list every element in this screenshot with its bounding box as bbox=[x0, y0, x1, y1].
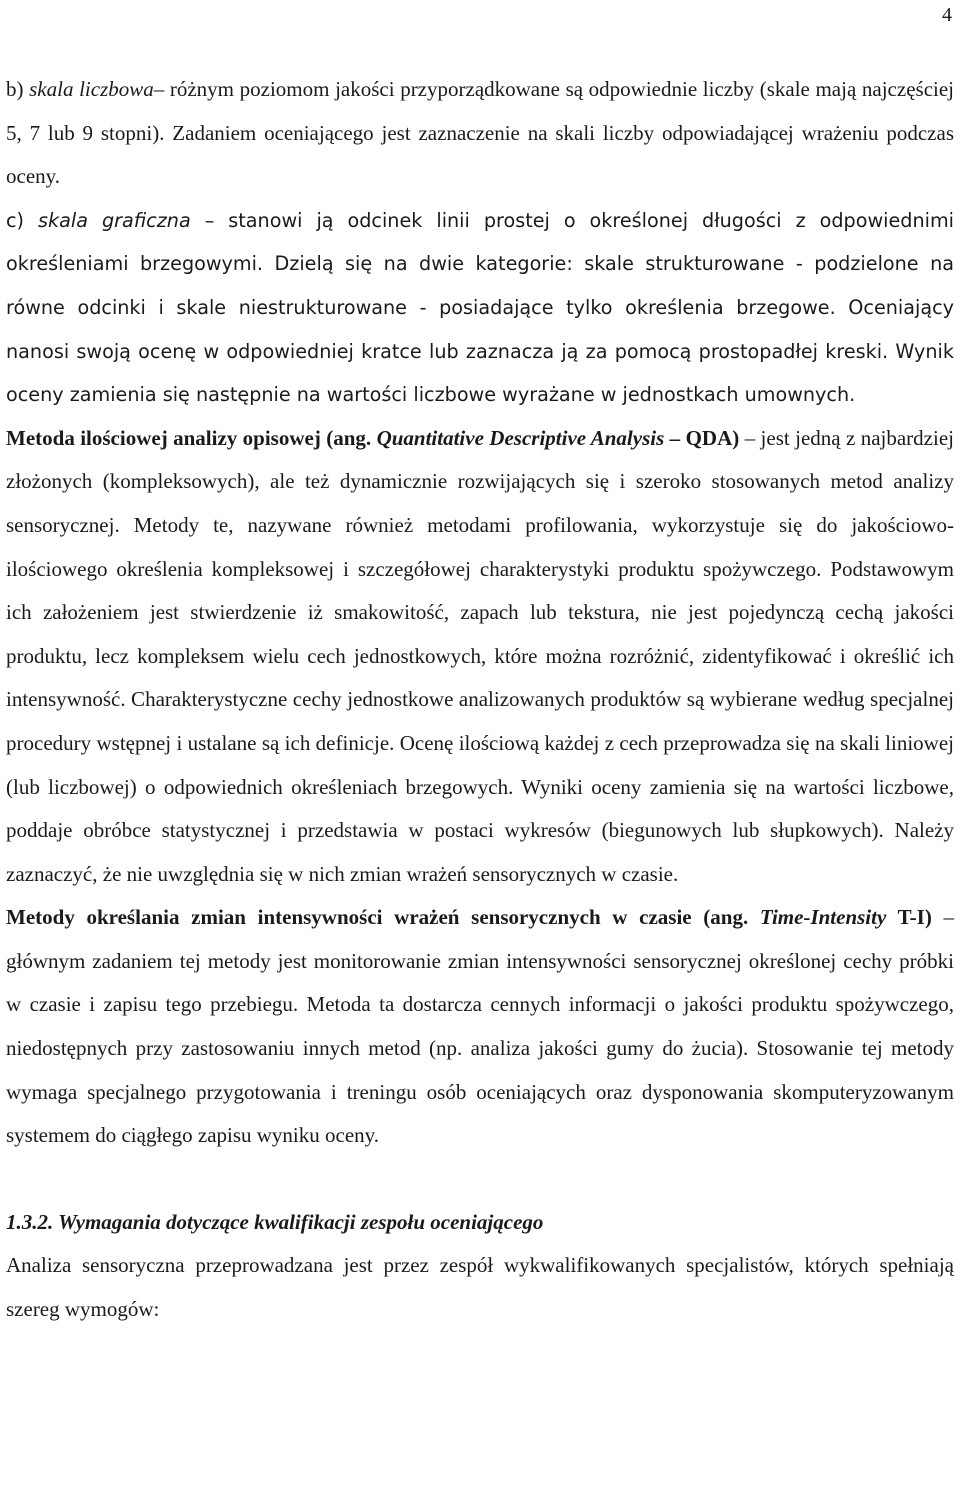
paragraph-section-intro: Analiza sensoryczna przeprowadzana jest przez zespół wykwalifikowanych specjalistów, których spełniają szereg wymogów: bbox=[6, 1253, 954, 1322]
section-number: 1.3.2. bbox=[6, 1209, 54, 1234]
ti-heading bbox=[6, 905, 932, 929]
qda-heading bbox=[6, 426, 739, 450]
ti-heading-italic: Time-Intensity bbox=[759, 905, 887, 930]
paragraph-time-intensity bbox=[6, 896, 954, 1158]
ti-heading-abbr: T-I) bbox=[886, 905, 932, 930]
section-heading bbox=[6, 1201, 954, 1245]
section-title: Wymagania dotyczące kwalifikacji zespołu oceniającego bbox=[53, 1209, 544, 1234]
qda-text: – jest jedną z najbardziej złożonych (kompleksowych), ale też dynamicznie rozwijających się i szeroko stosowanych metod analizy sensorycznej. Metody te, nazywane również metodami profilowania, wykorzystuje się do jakościowo-ilościowego określenia kompleksowej i szczegółowej charakterystyki produktu spożywczego. Podstawowym ich założeniem jest stwierdzenie iż smakowitość, zapach lub tekstura, nie jest pojedynczą cechą jakości produktu, lecz kompleksem wielu cech jednostkowych, które można rozróżnić, zidentyfikować i określić ich intensywność. Charakterystyczne cechy jednostkowe analizowanych produktów są wybierane według specjalnej procedury wstępnej i ustalane są ich definicje. Ocenę ilościową każdej z cech przeprowadza się na skali liniowej (lub liczbowej) o odpowiednich określeniach brzegowych. Wyniki oceny zamienia się na wartości liczbowe, poddaje obróbce statystycznej i przedstawia w postaci wykresów (biegunowych lub słupkowych). Należy zaznaczyć, że nie uwzględnia się w nich zmian wrażeń sensorycznych w czasie. bbox=[6, 425, 954, 886]
paragraph-qda bbox=[6, 417, 954, 897]
list-label-b: b) bbox=[6, 77, 30, 101]
section-spacer bbox=[6, 1158, 954, 1201]
qda-heading-abbr: QDA) bbox=[685, 425, 740, 450]
qda-heading-dash: – bbox=[664, 425, 686, 450]
term-graphic-scale: skala graficzna bbox=[38, 208, 191, 232]
term-numeric-scale: skala liczbowa bbox=[29, 77, 154, 101]
paragraph-graphic-scale bbox=[6, 199, 954, 417]
qda-heading-italic: Quantitative Descriptive Analysis bbox=[376, 425, 665, 450]
page-body bbox=[6, 68, 954, 1332]
qda-heading-text: Metoda ilościowej analizy opisowej (ang. bbox=[6, 425, 377, 450]
graphic-scale-text: – stanowi ją odcinek linii prostej o określonej długości z odpowiednimi określeniami brzegowymi. Dzielą się na dwie kategorie: skale strukturowane - podzielone na równe odcinki i skale niestrukturowane - posiadające tylko określenia brzegowe. Oceniający nanosi swoją ocenę w odpowiedniej kratce lub zaznacza ją za pomocą prostopadłej kreski. Wynik oceny zamienia się następnie na wartości liczbowe wyrażane w jednostkach umownych. bbox=[6, 208, 954, 407]
ti-heading-text: Metody określania zmian intensywności wrażeń sensorycznych w czasie (ang. bbox=[6, 905, 760, 930]
list-label-c: c) bbox=[6, 208, 39, 232]
page-number: 4 bbox=[942, 4, 952, 26]
paragraph-numeric-scale bbox=[6, 68, 954, 199]
numeric-scale-text: – różnym poziomom jakości przyporządkowane są odpowiednie liczby (skale mają najczęściej 5, 7 lub 9 stopni). Zadaniem oceniającego jest zaznaczenie na skali liczby odpowiadającej wrażeniu podczas oceny. bbox=[6, 77, 955, 189]
ti-text: –głównym zadaniem tej metody jest monitorowanie zmian intensywności sensorycznej określonej cechy próbki w czasie i zapisu tego przebiegu. Metoda ta dostarcza cennych informacji o jakości produktu spożywczego, niedostępnych przy zastosowaniu innych metod (np. analiza jakości gumy do żucia). Stosowanie tej metody wymaga specjalnego przygotowania i treningu osób oceniających oraz dysponowania skomputeryzowanym systemem do ciągłego zapisu wyniku oceny. bbox=[6, 905, 955, 1148]
